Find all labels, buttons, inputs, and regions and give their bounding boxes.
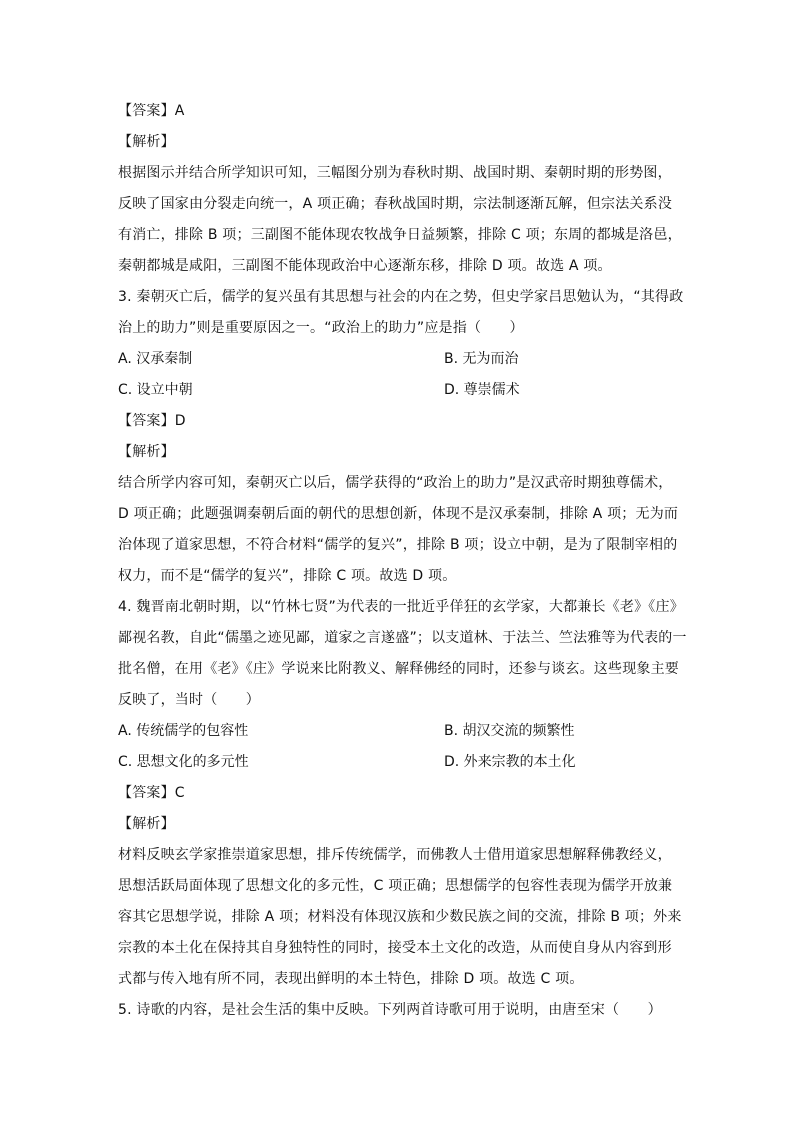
q5-stem-line: 5. 诗歌的内容，是社会生活的集中反映。下列两首诗歌可用于说明，由唐至宋（ ）	[118, 1002, 662, 1018]
q3-option-b: B. 无为而治	[444, 351, 519, 367]
document-page	[118, 100, 687, 1030]
q4-analysis-line: 式都与传入地有所不同，表现出鲜明的本土特色，排除 D 项。故选 C 项。	[118, 971, 584, 987]
q3-analysis-line: 结合所学内容可知，秦朝灭亡以后，儒学获得的“政治上的助力”是汉武帝时期独尊儒术，	[118, 475, 673, 491]
q3-option-d: D. 尊崇儒术	[444, 382, 520, 398]
q2-analysis-line: 反映了国家由分裂走向统一，A 项正确；春秋战国时期，宗法制逐渐瓦解，但宗法关系没	[118, 196, 673, 212]
q2-analysis-line: 根据图示并结合所学知识可知，三幅图分别为春秋时期、战国时期、秦朝时期的形势图，	[118, 165, 672, 181]
q3-stem-line: 治上的助力”则是重要原因之一。“政治上的助力”应是指（ ）	[118, 320, 524, 336]
q4-analysis-line: 材料反映玄学家推崇道家思想，排斥传统儒学，而佛教人士借用道家思想解释佛教经义，	[118, 847, 672, 863]
q4-option-d: D. 外来宗教的本土化	[444, 754, 576, 770]
q4-option-b: B. 胡汉交流的频繁性	[444, 723, 575, 739]
q3-analysis-line: 权力，而不是“儒学的复兴”，排除 C 项。故选 D 项。	[118, 568, 457, 584]
q3-options-row	[118, 379, 678, 410]
q3-options-row	[118, 348, 678, 379]
q4-stem-line: 4. 魏晋南北朝时期，以“竹林七贤”为代表的一批近乎佯狂的玄学家，大都兼长《老》《庄》	[118, 599, 684, 615]
q4-options-row	[118, 751, 678, 782]
q3-analysis-label: 【解析】	[118, 444, 175, 460]
q4-analysis-line: 容其它思想学说，排除 A 项；材料没有体现汉族和少数民族之间的交流，排除 B 项；外来	[118, 909, 682, 925]
q4-analysis-label: 【解析】	[118, 816, 175, 832]
q4-option-c: C. 思想文化的多元性	[118, 754, 249, 770]
q3-option-c: C. 设立中朝	[118, 382, 193, 398]
q2-analysis-label: 【解析】	[118, 134, 175, 150]
q3-option-a: A. 汉承秦制	[118, 351, 193, 367]
q4-option-a: A. 传统儒学的包容性	[118, 723, 249, 739]
q4-answer: 【答案】C	[118, 785, 185, 801]
q3-answer: 【答案】D	[118, 413, 186, 429]
q4-stem-line: 鄙视名教，自此“儒墨之迹见鄙，道家之言遂盛”；以支道林、于法兰、竺法雅等为代表的一	[118, 630, 687, 646]
q4-options-row	[118, 720, 678, 751]
q3-analysis-line: D 项正确；此题强调秦朝后面的朝代的思想创新，体现不是汉承秦制，排除 A 项；无为而	[118, 506, 679, 522]
q2-analysis-line: 秦朝都城是咸阳，三副图不能体现政治中心逐渐东移，排除 D 项。故选 A 项。	[118, 258, 612, 274]
q4-analysis-line: 宗教的本土化在保持其自身独特性的同时，接受本土文化的改造，从而使自身从内容到形	[118, 940, 672, 956]
q3-stem-line: 3. 秦朝灭亡后，儒学的复兴虽有其思想与社会的内在之势，但史学家吕思勉认为，“其得政	[118, 289, 684, 305]
q4-stem-line: 反映了，当时（ ）	[118, 692, 260, 708]
q4-stem-line: 批名僧，在用《老》《庄》学说来比附教义、解释佛经的同时，还参与谈玄。这些现象主要	[118, 661, 679, 677]
q2-answer: 【答案】A	[118, 103, 185, 119]
q2-analysis-line: 有消亡，排除 B 项；三副图不能体现农牧战争日益频繁，排除 C 项；东周的都城是洛邑，	[118, 227, 682, 243]
q4-analysis-line: 思想活跃局面体现了思想文化的多元性，C 项正确；思想儒学的包容性表现为儒学开放兼	[118, 878, 673, 894]
q3-analysis-line: 治体现了道家思想，不符合材料“儒学的复兴”，排除 B 项；设立中朝，是为了限制宰相的	[118, 537, 678, 553]
